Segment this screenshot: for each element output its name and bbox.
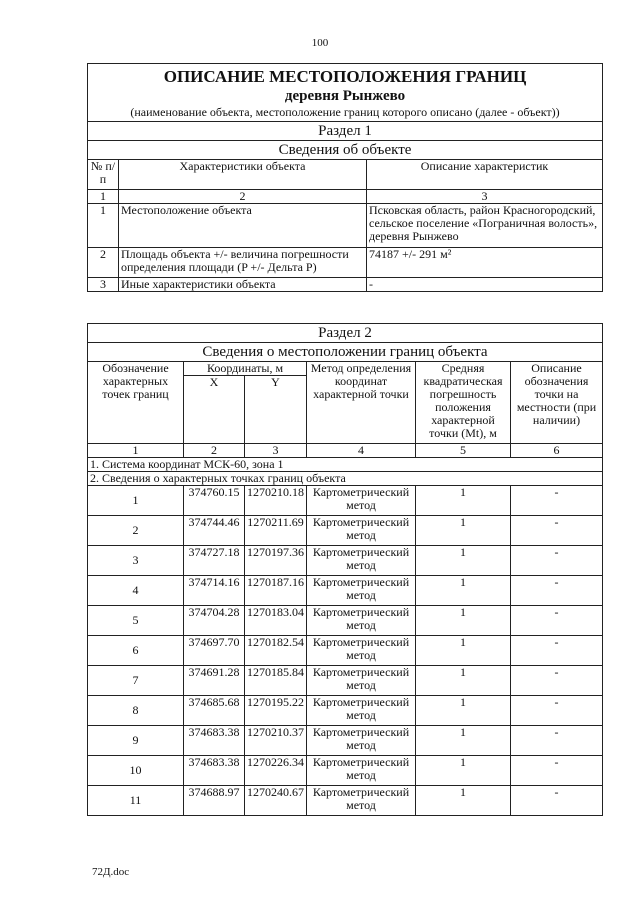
method-cell: Картометрический метод — [307, 666, 416, 696]
header-description: Описание обозначения точки на местности (при наличии) — [511, 362, 603, 444]
accuracy-cell: 1 — [416, 606, 511, 636]
method-cell: Картометрический метод — [307, 546, 416, 576]
method-cell: Картометрический метод — [307, 696, 416, 726]
header-x: X — [184, 376, 245, 444]
table-row — [88, 278, 603, 292]
point-number: 7 — [88, 666, 184, 696]
header-accuracy: Средняя квадратическая погрешность положения характерной точки (Mt), м — [416, 362, 511, 444]
accuracy-cell: 1 — [416, 486, 511, 516]
coord-x: 374704.28 — [184, 606, 245, 636]
col-number: 2 — [184, 444, 245, 458]
coord-x: 374744.46 — [184, 516, 245, 546]
col-header-number: № п/п — [88, 160, 119, 190]
table-row — [88, 696, 603, 726]
header-y: Y — [245, 376, 307, 444]
description-cell: - — [511, 696, 603, 726]
section1-header-row — [88, 160, 603, 190]
col-number: 1 — [88, 444, 184, 458]
accuracy-cell: 1 — [416, 546, 511, 576]
table-row — [88, 546, 603, 576]
row-value: 74187 +/- 291 м² — [367, 248, 603, 278]
description-cell: - — [511, 546, 603, 576]
col-number: 4 — [307, 444, 416, 458]
accuracy-cell: 1 — [416, 576, 511, 606]
coord-y: 1270211.69 — [245, 516, 307, 546]
section2-label: Раздел 2 — [88, 324, 603, 343]
col-header-characteristics: Характеристики объекта — [119, 160, 367, 190]
method-cell: Картометрический метод — [307, 576, 416, 606]
accuracy-cell: 1 — [416, 756, 511, 786]
accuracy-cell: 1 — [416, 636, 511, 666]
point-number: 8 — [88, 696, 184, 726]
coord-x: 374685.68 — [184, 696, 245, 726]
coord-y: 1270187.16 — [245, 576, 307, 606]
method-cell: Картометрический метод — [307, 726, 416, 756]
coord-x: 374683.38 — [184, 756, 245, 786]
table-row — [88, 204, 603, 248]
coord-y: 1270182.54 — [245, 636, 307, 666]
table-row — [88, 786, 603, 816]
point-number: 10 — [88, 756, 184, 786]
section2-header-row — [88, 362, 603, 376]
description-cell: - — [511, 666, 603, 696]
table-row — [88, 606, 603, 636]
description-cell: - — [511, 486, 603, 516]
row-name: Площадь объекта +/- величина погрешности определения площади (P +/- Дельта P) — [119, 248, 367, 278]
header-coords: Координаты, м — [184, 362, 307, 376]
table-row — [88, 248, 603, 278]
method-cell: Картометрический метод — [307, 486, 416, 516]
section1-label: Раздел 1 — [88, 122, 603, 141]
coordinate-system: 1. Система координат МСК-60, зона 1 — [88, 458, 603, 472]
point-number: 1 — [88, 486, 184, 516]
row-number: 1 — [88, 204, 119, 248]
coord-x: 374714.16 — [184, 576, 245, 606]
section1-table — [87, 63, 603, 292]
points-title: 2. Сведения о характерных точках границ объекта — [88, 472, 603, 486]
coord-y: 1270226.34 — [245, 756, 307, 786]
coord-x: 374683.38 — [184, 726, 245, 756]
description-cell: - — [511, 636, 603, 666]
method-cell: Картометрический метод — [307, 786, 416, 816]
point-number: 2 — [88, 516, 184, 546]
section1-title: Сведения об объекте — [88, 141, 603, 160]
accuracy-cell: 1 — [416, 726, 511, 756]
point-number: 9 — [88, 726, 184, 756]
col-number: 1 — [88, 190, 119, 204]
section2-title: Сведения о местоположении границ объекта — [88, 343, 603, 362]
accuracy-cell: 1 — [416, 786, 511, 816]
footer-filename: 72Д.doc — [92, 866, 130, 878]
method-cell: Картометрический метод — [307, 756, 416, 786]
coord-x: 374691.28 — [184, 666, 245, 696]
table-row — [88, 666, 603, 696]
point-number: 11 — [88, 786, 184, 816]
col-number: 5 — [416, 444, 511, 458]
coord-y: 1270185.84 — [245, 666, 307, 696]
coord-y: 1270183.04 — [245, 606, 307, 636]
description-cell: - — [511, 756, 603, 786]
page-number: 100 — [311, 37, 329, 49]
coord-x: 374697.70 — [184, 636, 245, 666]
header-points: Обозначение характерных точек границ — [88, 362, 184, 444]
point-number: 5 — [88, 606, 184, 636]
col-number: 3 — [367, 190, 603, 204]
point-number: 4 — [88, 576, 184, 606]
table-row — [88, 636, 603, 666]
coord-y: 1270240.67 — [245, 786, 307, 816]
description-cell: - — [511, 576, 603, 606]
table-row — [88, 486, 603, 516]
coord-y: 1270210.37 — [245, 726, 307, 756]
table-row — [88, 756, 603, 786]
table-row — [88, 726, 603, 756]
table-row — [88, 516, 603, 546]
point-number: 3 — [88, 546, 184, 576]
object-note: (наименование объекта, местоположение границ которого описано (далее - объект)) — [130, 105, 560, 119]
title-row — [88, 64, 603, 122]
section1-colnum-row — [88, 190, 603, 204]
row-name: Местоположение объекта — [119, 204, 367, 248]
method-cell: Картометрический метод — [307, 606, 416, 636]
coord-y: 1270195.22 — [245, 696, 307, 726]
row-value: - — [367, 278, 603, 292]
table-row — [88, 576, 603, 606]
col-header-description: Описание характеристик — [367, 160, 603, 190]
object-name: деревня Рынжево — [284, 88, 406, 104]
accuracy-cell: 1 — [416, 666, 511, 696]
point-number: 6 — [88, 636, 184, 666]
description-cell: - — [511, 786, 603, 816]
coord-x: 374760.15 — [184, 486, 245, 516]
description-cell: - — [511, 606, 603, 636]
method-cell: Картометрический метод — [307, 636, 416, 666]
header-method: Метод определения координат характерной точки — [307, 362, 416, 444]
coord-y: 1270197.36 — [245, 546, 307, 576]
col-number: 2 — [119, 190, 367, 204]
row-name: Иные характеристики объекта — [119, 278, 367, 292]
accuracy-cell: 1 — [416, 516, 511, 546]
description-cell: - — [511, 726, 603, 756]
method-cell: Картометрический метод — [307, 516, 416, 546]
coord-x: 374688.97 — [184, 786, 245, 816]
col-number: 6 — [511, 444, 603, 458]
section2-table — [87, 323, 603, 816]
document-title: ОПИСАНИЕ МЕСТОПОЛОЖЕНИЯ ГРАНИЦ — [163, 67, 527, 86]
row-value: Псковская область, район Красногородский, сельское поселение «Пограничная волость», деревня Рынжево — [367, 204, 603, 248]
row-number: 2 — [88, 248, 119, 278]
col-number: 3 — [245, 444, 307, 458]
section2-colnum-row — [88, 444, 603, 458]
accuracy-cell: 1 — [416, 696, 511, 726]
row-number: 3 — [88, 278, 119, 292]
coord-y: 1270210.18 — [245, 486, 307, 516]
description-cell: - — [511, 516, 603, 546]
coord-x: 374727.18 — [184, 546, 245, 576]
